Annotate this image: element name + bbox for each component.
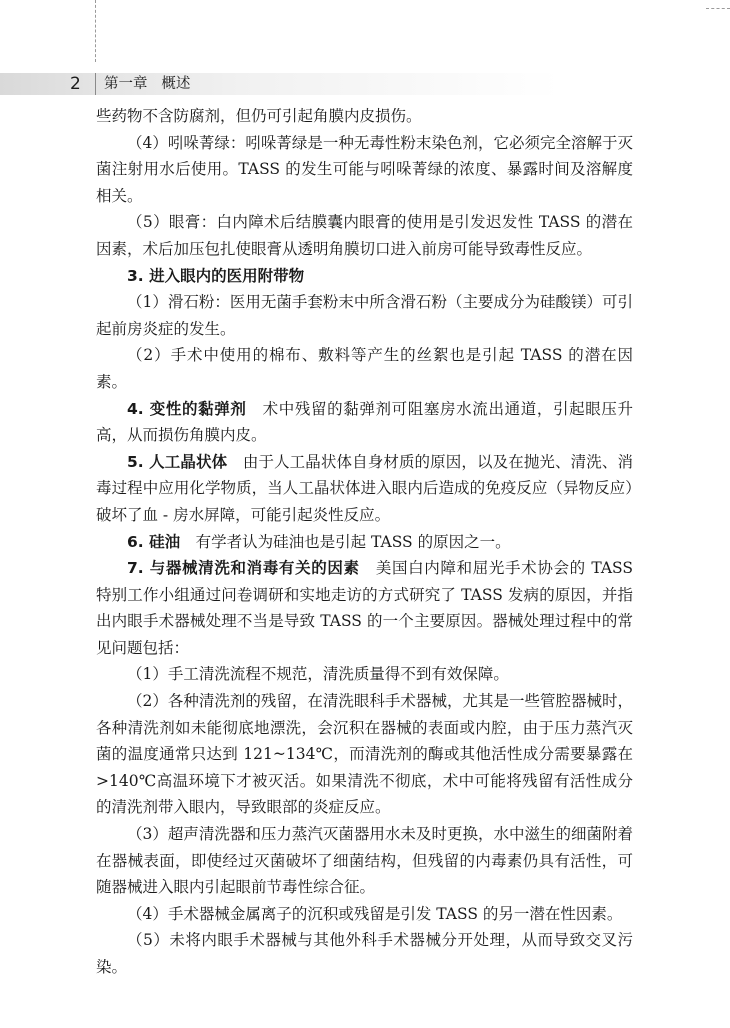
paragraph-text: （3）超声清洗器和压力蒸汽灭菌器用水未及时更换，水中滋生的细菌附着在器械表面，即使经过灭菌破坏了细菌结构，但残留的内毒素仍具有活性，可随器械进入眼内引起眼前节毒性综合征。 (96, 825, 633, 897)
paragraph-fibers (96, 342, 633, 395)
page-number: 2 (70, 74, 81, 94)
paragraph-heading: 4. 变性的黏弹剂 (127, 399, 247, 418)
chapter-title: 第一章 概述 (104, 76, 191, 92)
paragraph-detergent-residue (96, 688, 633, 821)
paragraph-heading: 6. 硅油 (127, 532, 181, 551)
paragraph-text: （5）未将内眼手术器械与其他外科手术器械分开处理，从而导致交叉污染。 (96, 931, 633, 976)
paragraph-water-replacement (96, 821, 633, 901)
paragraph-text: （4）吲哚菁绿：吲哚菁绿是一种无毒性粉末染色剂，它必须完全溶解于灭菌注射用水后使用。TASS 的发生可能与吲哚菁绿的浓度、暴露时间及溶解度相关。 (96, 133, 633, 205)
paragraph-talc (96, 289, 633, 342)
paragraph-text: 术中残留的黏弹剂可阻塞房水流出通道，引起眼压升高，从而损伤角膜内皮。 (96, 399, 633, 445)
paragraph-metal-ions (96, 901, 633, 928)
paragraph-text: （2）各种清洗剂的残留，在清洗眼科手术器械，尤其是一些管腔器械时，各种清洗剂如未能彻底地漂洗，会沉积在器械的表面或内腔，由于压力蒸汽灭菌的温度通常只达到 121~134℃，而清洗剂的酶或其他活性成分需要暴露在 >140℃高温环境下才被灭活。如果清洗不彻底，术中可能将残留有活性成分的清洗剂带入眼内，导致眼部的炎症反应。 (96, 692, 633, 817)
paragraph-intraocular-lens (96, 449, 633, 529)
paragraph-silicone-oil (96, 529, 633, 556)
paragraph-text: （1）手工清洗流程不规范，清洗质量得不到有效保障。 (127, 665, 509, 684)
paragraph-text: 些药物不含防腐剂，但仍可引起角膜内皮损伤。 (96, 107, 422, 125)
paragraph-text: （1）滑石粉：医用无菌手套粉末中所含滑石粉（主要成分为硅酸镁）可引起前房炎症的发生。 (96, 293, 633, 338)
body-text (96, 103, 633, 981)
crop-mark-vertical (95, 0, 96, 62)
paragraph-text: （4）手术器械金属离子的沉积或残留是引发 TASS 的另一潜在性因素。 (127, 904, 623, 923)
paragraph-continuation (96, 103, 633, 130)
crop-mark-horizontal (706, 8, 730, 9)
paragraph-heading: 7. 与器械清洗和消毒有关的因素 (127, 559, 360, 578)
paragraph-cross-contamination (96, 927, 633, 980)
paragraph-heading: 5. 人工晶状体 (127, 452, 228, 471)
paragraph-text: 有学者认为硅油也是引起 TASS 的原因之一。 (180, 532, 511, 551)
paragraph-manual-cleaning (96, 661, 633, 688)
header-divider (95, 73, 96, 95)
paragraph-text: 由于人工晶状体自身材质的原因，以及在抛光、清洗、消毒过程中应用化学物质，当人工晶状体进入眼内后造成的免疫反应（异物反应）破坏了血 - 房水屏障，可能引起炎性反应。 (96, 452, 633, 524)
paragraph-text: （5）眼膏：白内障术后结膜囊内眼膏的使用是引发迟发性 TASS 的潜在因素，术后加压包扎使眼膏从透明角膜切口进入前房可能导致毒性反应。 (96, 213, 633, 258)
paragraph-heading: 3. 进入眼内的医用附带物 (127, 266, 305, 285)
paragraph-text: （2）手术中使用的棉布、敷料等产生的丝絮也是引起 TASS 的潜在因素。 (96, 346, 633, 391)
paragraph-instrument-cleaning (96, 555, 633, 661)
paragraph-viscoelastic (96, 396, 633, 449)
paragraph-text: 美国白内障和屈光手术协会的 TASS 特别工作小组通过问卷调研和实地走访的方式研究了 TASS 发病的原因，并指出内眼手术器械处理不当是导致 TASS 的一个主要原因。器械处理过程中的常见问题包括： (96, 559, 633, 657)
section-heading-medical-accessories (96, 263, 633, 290)
paragraph-eye-ointment (96, 209, 633, 262)
paragraph-indocyanine-green (96, 130, 633, 210)
